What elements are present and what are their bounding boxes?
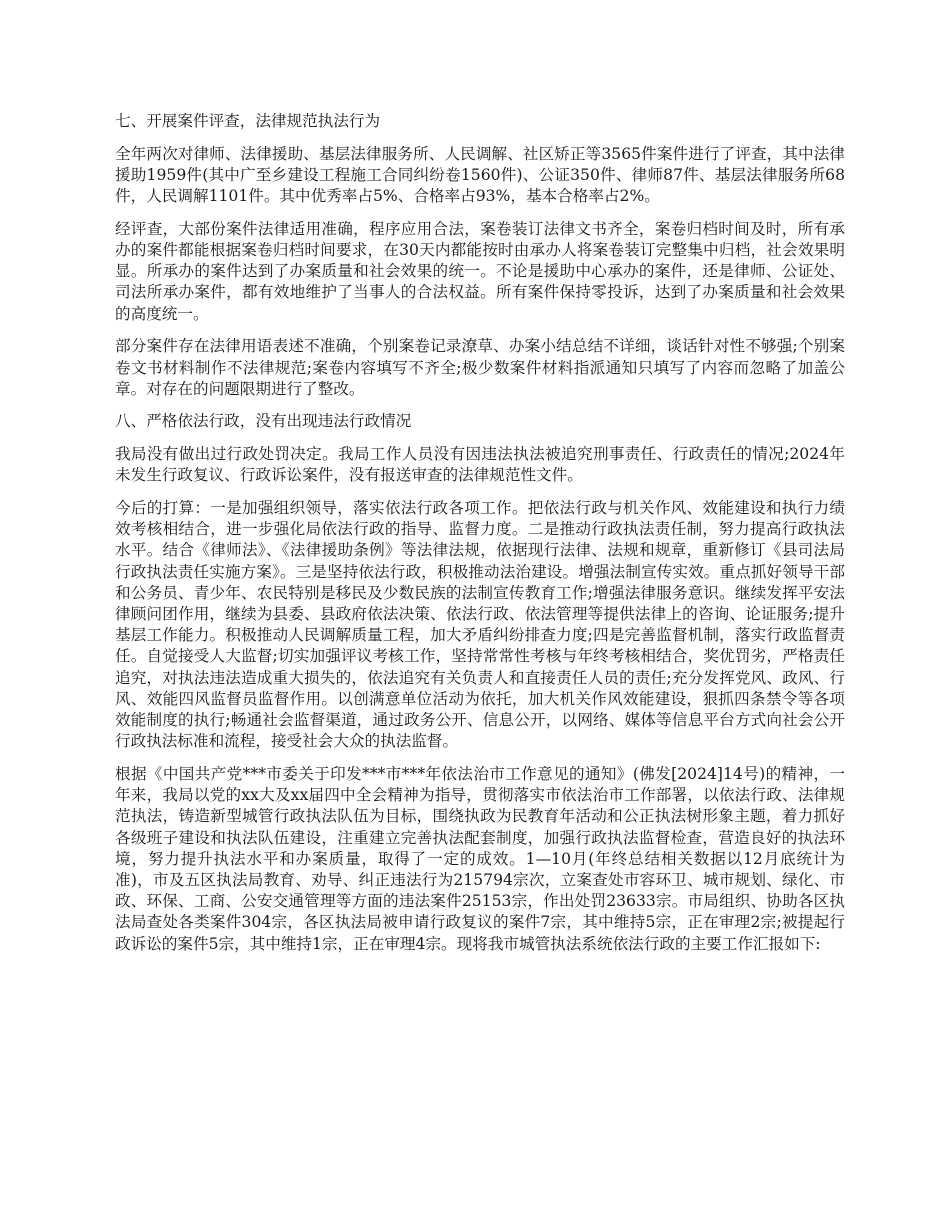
paragraph-existing-problems: 部分案件存在法律用语表述不准确，个别案卷记录潦草、办案小结总结不详细，谈话针对性不够强;个别案卷文书材料制作不法律规范;案卷内容填写不齐全;极少数案件材料指派通知只填写了内容而忽略了加盖公章。对存在的问题限期进行了整改。 — [115, 337, 845, 398]
section-heading-8: 八、严格依法行政，没有出现违法行政情况 — [115, 412, 412, 431]
paragraph-future-plans: 今后的打算：一是加强组织领导，落实依法行政各项工作。把依法行政与机关作风、效能建设和执行力绩效考核相结合，进一步强化局依法行政的指导、监督力度。二是推动行政执法责任制，努力提高行政执法水平。结合《律师法》、《法律援助条例》等法律法规，依据现行法律、法规和规章，重新修订《县司法局行政执法责任实施方案》。三是坚持依法行政，积极推动法治建设。增强法制宣传实效。重点抓好领导干部和公务员、青少年、农民特别是移民及少数民族的法制宣传教育工作;增强法律服务意识。继续发挥平安法律顾问团作用，继续为县委、县政府依法决策、依法行政、依法管理等提供法律上的咨询、论证服务;提升基层工作能力。积极推动人民调解质量工程，加大矛盾纠纷排查力度;四是完善监督机制，落实行政监督责任。自觉接受人大监督;切实加强评议考核工作，坚持常常性考核与年终考核相结合，奖优罚劣，严格责任追究，对执法违法造成重大损失的，依法追究有关负责人和直接责任人员的责任;充分发挥党风、政风、行风、效能四风监督员监督作用。以创满意单位活动为依托，加大机关作风效能建设，狠抓四条禁令等各项效能制度的执行;畅通社会监督渠道，通过政务公开、信息公开，以网络、媒体等信息平台方式向社会公开行政执法标准和流程，接受社会大众的执法监督。 — [115, 499, 845, 751]
paragraph-review-results: 经评查，大部份案件法律适用准确，程序应用合法，案卷装订法律文书齐全，案卷归档时间及时，所有承办的案件都能根据案卷归档时间要求，在30天内都能按时由承办人将案卷装订完整集中归档，社会效果明显。所承办的案件达到了办案质量和社会效果的统一。不论是援助中心承办的案件，还是律师、公证处、司法所承办案件，都有效地维护了当事人的合法权益。所有案件保持零投诉，达到了办案质量和社会效果的高度统一。 — [115, 219, 845, 323]
section-heading-7: 七、开展案件评查，法律规范执法行为 — [115, 112, 381, 130]
paragraph-case-review-stats: 全年两次对律师、法律援助、基层法律服务所、人民调解、社区矫正等3565件案件进行了评查，其中法律援助1959件(其中广至乡建设工程施工合同纠纷卷1560件)、公证350件、律师87件、基层法律服务所68件，人民调解1101件。其中优秀率占5%、合格率占93%，基本合格率占2%。 — [115, 144, 845, 206]
paragraph-city-management-report: 根据《中国共产党***市委关于印发***市***年依法治市工作意见的通知》(佛发[2024]14号)的精神，一年来，我局以党的xx大及xx届四中全会精神为指导，贯彻落实市依法治市工作部署，以依法行政、法律规范执法，铸造新型城管行政执法队伍为目标，围绕执政为民教育年活动和公正执法树形象主题，着力抓好各级班子建设和执法队伍建设，注重建立完善执法配套制度，加强行政执法监督检查，营造良好的执法环境，努力提升执法水平和办案质量，取得了一定的成效。1—10月(年终总结相关数据以12月底统计为准)，市及五区执法局教育、劝导、纠正违法行为215794宗次，立案查处市容环卫、城市规划、绿化、市政、环保、工商、公安交通管理等方面的违法案件25153宗，作出处罚23633宗。市局组织、协助各区执法局查处各类案件304宗，各区执法局被申请行政复议的案件7宗，其中维持5宗，正在审理2宗;被提起行政诉讼的案件5宗，其中维持1宗，正在审理4宗。现将我市城管执法系统依法行政的主要工作汇报如下: — [115, 764, 845, 953]
document-body — [115, 111, 845, 966]
paragraph-no-penalties: 我局没有做出过行政处罚决定。我局工作人员没有因违法执法被追究刑事责任、行政责任的情况;2024年未发生行政复议、行政诉讼案件，没有报送审查的法律规范性文件。 — [115, 445, 845, 485]
